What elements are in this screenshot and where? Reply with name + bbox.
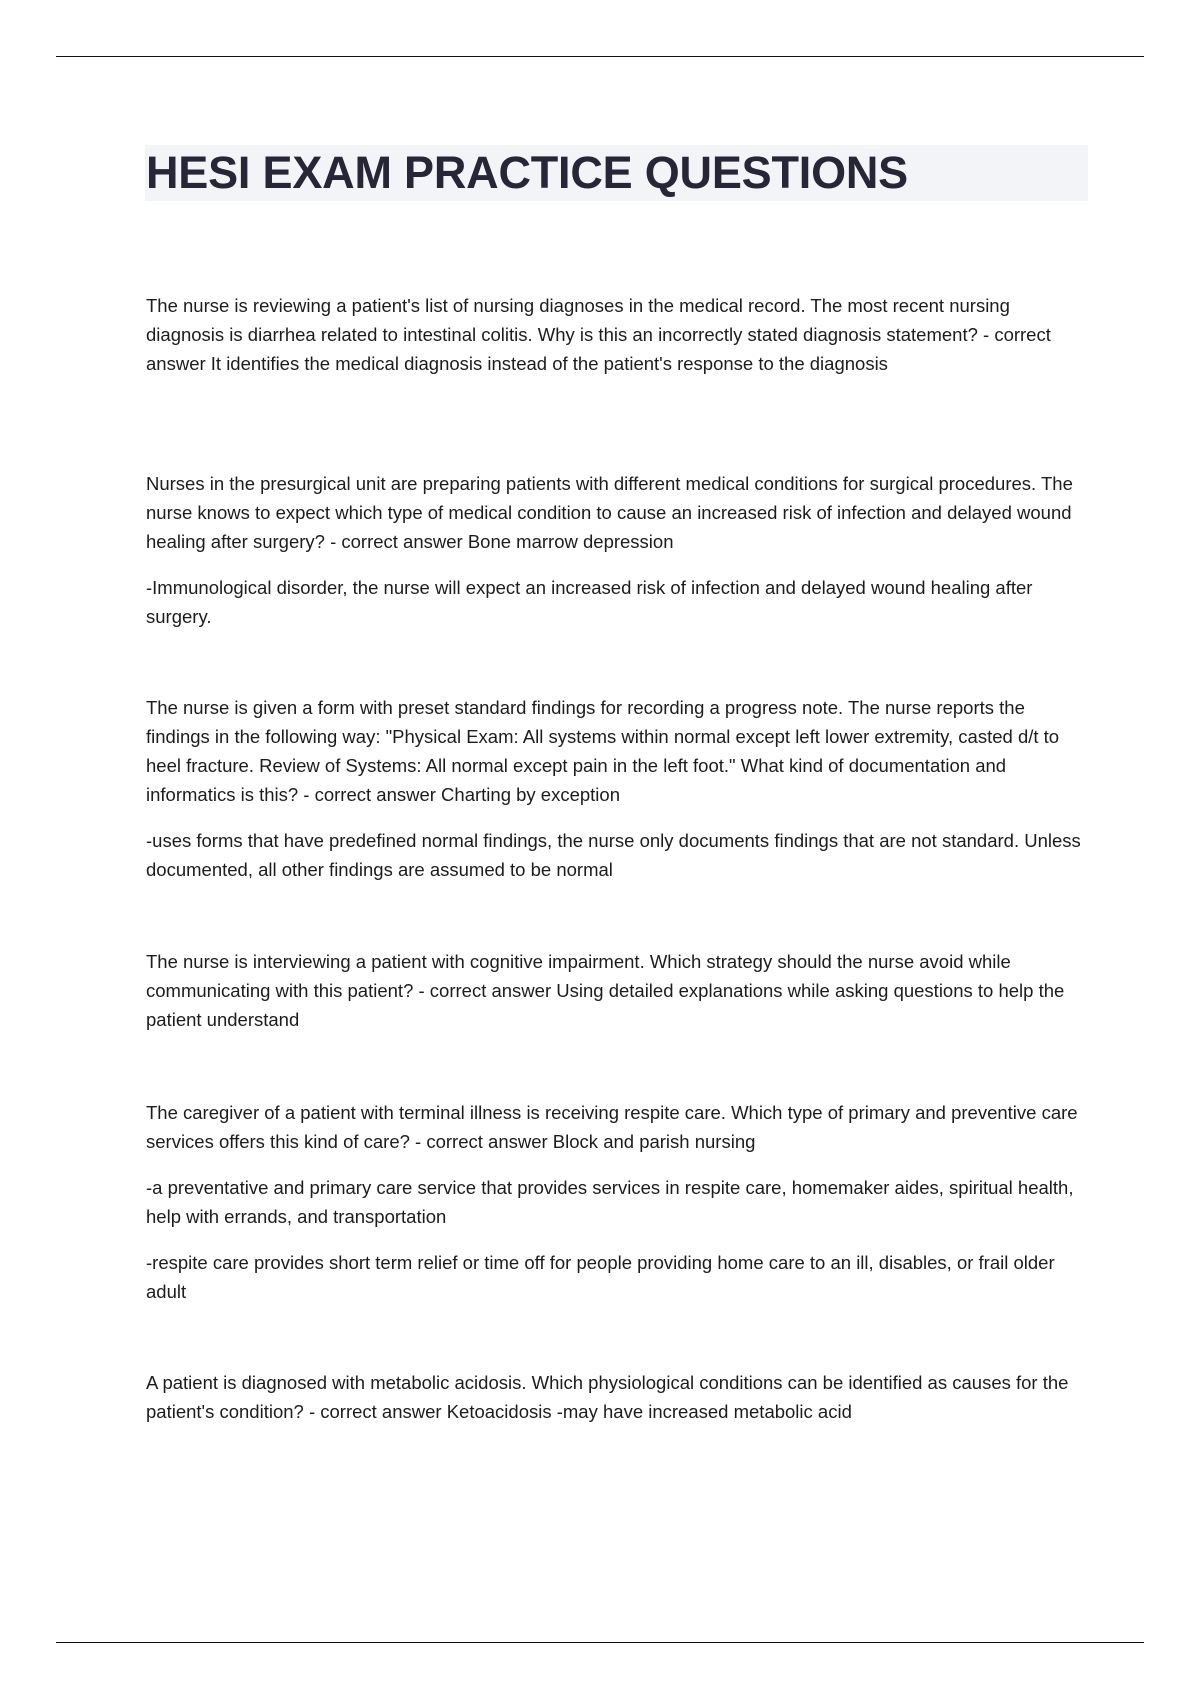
question-block-4 <box>146 947 1091 1034</box>
question-text: The nurse is interviewing a patient with cognitive impairment. Which strategy should the nurse avoid while communicating with this patient? - correct answer Using detailed explanations while asking questions to help the patient understand <box>146 951 1065 1030</box>
question-block-1 <box>146 291 1091 378</box>
question-text: Nurses in the presurgical unit are preparing patients with different medical conditions for surgical procedures. The nurse knows to expect which type of medical condition to cause an increased risk of infection and delayed wound healing after surgery? - correct answer Bone marrow depression <box>146 473 1073 552</box>
bottom-rule <box>56 1642 1144 1643</box>
answer-explanation: -respite care provides short term relief or time off for people providing home care to an ill, disables, or frail older adult <box>146 1252 1055 1302</box>
answer-explanation: -Immunological disorder, the nurse will expect an increased risk of infection and delayed wound healing after surgery. <box>146 577 1033 627</box>
page-title: HESI EXAM PRACTICE QUESTIONS <box>146 147 908 198</box>
answer-explanation: -uses forms that have predefined normal findings, the nurse only documents findings that are not standard. Unless documented, all other findings are assumed to be normal <box>146 830 1081 880</box>
answer-explanation: -a preventative and primary care service that provides services in respite care, homemaker aides, spiritual health, help with errands, and transportation <box>146 1177 1074 1227</box>
question-block-6 <box>146 1368 1091 1426</box>
question-text: The caregiver of a patient with terminal illness is receiving respite care. Which type of primary and preventive care services offers this kind of care? - correct answer Block and parish nursing <box>146 1102 1078 1152</box>
question-text: The nurse is given a form with preset standard findings for recording a progress note. The nurse reports the findings in the following way: "Physical Exam: All systems within normal except left lower extremity, casted d/t to heel fracture. Review of Systems: All normal except pain in the left foot." What kind of documentation and informatics is this? - correct answer Charting by exception <box>146 697 1060 805</box>
question-text: A patient is diagnosed with metabolic acidosis. Which physiological conditions can be identified as causes for the patient's condition? - correct answer Ketoacidosis -may have increased metabolic acid <box>146 1372 1069 1422</box>
question-block-5 <box>146 1098 1091 1306</box>
top-rule <box>56 56 1144 57</box>
question-block-2 <box>146 469 1091 631</box>
question-text: The nurse is reviewing a patient's list of nursing diagnoses in the medical record. The most recent nursing diagnosis is diarrhea related to intestinal colitis. Why is this an incorrectly stated diagnosis statement? - correct answer It identifies the medical diagnosis instead of the patient's response to the diagnosis <box>146 295 1051 374</box>
question-block-3 <box>146 693 1091 884</box>
